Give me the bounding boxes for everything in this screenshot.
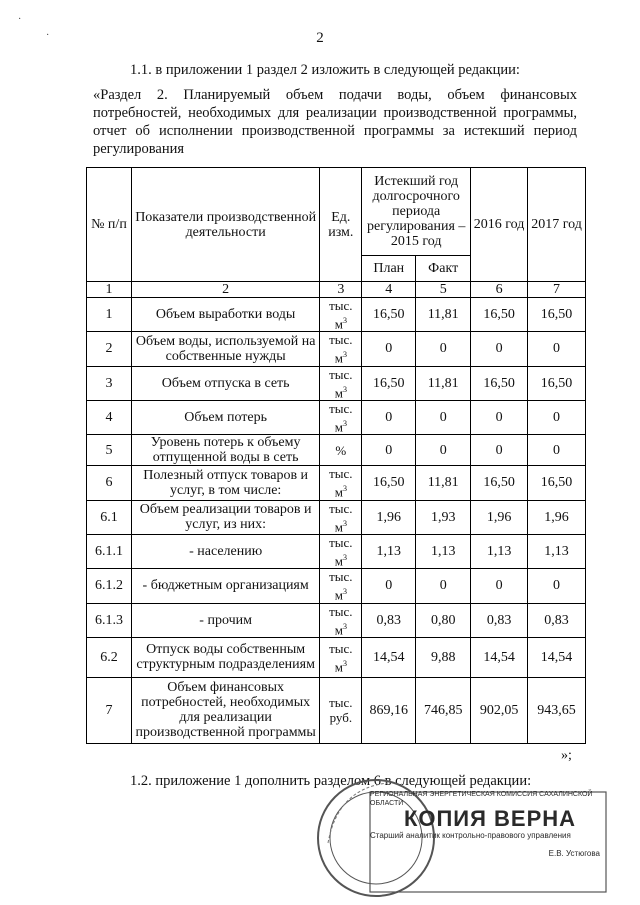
table-row <box>87 332 586 366</box>
intro-paragraph: 1.1. в приложении 1 раздел 2 изложить в следующей редакции: <box>130 62 520 78</box>
col-number: 5 <box>416 282 471 298</box>
plan-value: 0,83 <box>362 603 416 637</box>
fact-value: 11,81 <box>416 466 471 500</box>
table-row <box>87 366 586 400</box>
unit-cell <box>320 332 362 366</box>
col-number: 4 <box>362 282 416 298</box>
unit-cell <box>320 603 362 637</box>
fact-value: 0,80 <box>416 603 471 637</box>
row-number: 6 <box>87 466 132 500</box>
value-2016: 16,50 <box>471 298 528 332</box>
value-2016: 1,96 <box>471 500 528 534</box>
unit-text: тыс. м <box>329 366 353 400</box>
header-plan: План <box>362 256 416 282</box>
unit-text: тыс. м <box>329 500 353 534</box>
fact-value: 11,81 <box>416 298 471 332</box>
indicator-name: Объем воды, используемой на собственные нужды <box>131 332 319 366</box>
table-row <box>87 569 586 603</box>
unit-exponent: 3 <box>342 587 347 597</box>
unit-text: тыс. м <box>329 569 353 603</box>
col-number: 3 <box>320 282 362 298</box>
fact-value: 9,88 <box>416 637 471 677</box>
unit-text: тыс. м <box>329 534 353 569</box>
col-number: 7 <box>528 282 586 298</box>
unit-exponent: 3 <box>342 484 347 494</box>
value-2017: 1,96 <box>528 500 586 534</box>
value-2016: 16,50 <box>471 466 528 500</box>
header-num: № п/п <box>87 168 132 282</box>
value-2016: 902,05 <box>471 677 528 743</box>
unit-cell <box>320 400 362 434</box>
certification-stamp <box>370 790 610 858</box>
unit-text: тыс. м <box>329 400 353 435</box>
value-2017: 14,54 <box>528 637 586 677</box>
value-2016: 0 <box>471 332 528 366</box>
plan-value: 16,50 <box>362 298 416 332</box>
unit-cell: % <box>320 435 362 466</box>
indicator-name: Объем отпуска в сеть <box>131 366 319 400</box>
fact-value: 11,81 <box>416 366 471 400</box>
unit-cell <box>320 637 362 677</box>
indicator-name: Объем потерь <box>131 400 319 434</box>
table-row <box>87 500 586 534</box>
value-2017: 0 <box>528 332 586 366</box>
row-number: 2 <box>87 332 132 366</box>
header-unit: Ед. изм. <box>320 168 362 282</box>
unit-cell <box>320 466 362 500</box>
table-row <box>87 534 586 568</box>
value-2017: 0 <box>528 435 586 466</box>
row-number: 6.1.3 <box>87 603 132 637</box>
row-number: 6.1.2 <box>87 569 132 603</box>
indicator-name: Уровень потерь к объему отпущенной воды в сеть <box>131 435 319 466</box>
row-number: 5 <box>87 435 132 466</box>
header-period: Истекший год долгосрочного периода регулирования – 2015 год <box>362 168 471 256</box>
fact-value: 746,85 <box>416 677 471 743</box>
col-number: 2 <box>131 282 319 298</box>
closing-quote: »; <box>561 748 572 763</box>
page-number: 2 <box>316 30 324 46</box>
unit-text: тыс. м <box>329 603 353 637</box>
plan-value: 0 <box>362 435 416 466</box>
row-number: 6.2 <box>87 637 132 677</box>
plan-value: 0 <box>362 569 416 603</box>
unit-cell <box>320 366 362 400</box>
unit-cell <box>320 298 362 332</box>
scan-speck: · <box>18 14 22 25</box>
indicator-name: - населению <box>131 534 319 568</box>
col-number: 6 <box>471 282 528 298</box>
stamp-title: КОПИЯ ВЕРНА <box>403 806 577 831</box>
unit-exponent: 3 <box>342 350 347 360</box>
header-2017: 2017 год <box>528 168 586 282</box>
stamp-organization: РЕГИОНАЛЬНАЯ ЭНЕРГЕТИЧЕСКАЯ КОМИССИЯ САХАЛИНСКОЙ ОБЛАСТИ <box>370 791 593 807</box>
unit-exponent: 3 <box>342 518 347 528</box>
indicator-name: Полезный отпуск товаров и услуг, в том числе: <box>131 466 319 500</box>
row-number: 6.1.1 <box>87 534 132 568</box>
plan-value: 0 <box>362 332 416 366</box>
table-row <box>87 637 586 677</box>
header-2016: 2016 год <box>471 168 528 282</box>
unit-text: тыс. м <box>329 332 353 366</box>
plan-value: 14,54 <box>362 637 416 677</box>
fact-value: 1,13 <box>416 534 471 568</box>
row-number: 1 <box>87 298 132 332</box>
value-2017: 16,50 <box>528 298 586 332</box>
value-2017: 16,50 <box>528 366 586 400</box>
value-2016: 1,13 <box>471 534 528 568</box>
unit-text: тыс. м <box>329 640 353 675</box>
indicator-name: Объем реализации товаров и услуг, из них: <box>131 500 319 534</box>
unit-exponent: 3 <box>342 316 347 325</box>
fact-value: 0 <box>416 435 471 466</box>
value-2016: 0 <box>471 435 528 466</box>
value-2017: 943,65 <box>528 677 586 743</box>
unit-cell <box>320 500 362 534</box>
table-row <box>87 466 586 500</box>
fact-value: 0 <box>416 400 471 434</box>
unit-exponent: 3 <box>342 418 347 428</box>
value-2016: 14,54 <box>471 637 528 677</box>
row-number: 6.1 <box>87 500 132 534</box>
indicator-name: - прочим <box>131 603 319 637</box>
unit-exponent: 3 <box>342 552 347 562</box>
header-fact: Факт <box>416 256 471 282</box>
plan-value: 0 <box>362 400 416 434</box>
table-row <box>87 677 586 743</box>
plan-value: 16,50 <box>362 466 416 500</box>
unit-exponent: 3 <box>342 658 347 668</box>
table-row <box>87 298 586 332</box>
value-2016: 16,50 <box>471 366 528 400</box>
value-2016: 0 <box>471 569 528 603</box>
value-2016: 0,83 <box>471 603 528 637</box>
unit-text: тыс. м <box>329 466 353 500</box>
row-number: 4 <box>87 400 132 434</box>
table-row <box>87 400 586 434</box>
unit-exponent: 3 <box>342 621 347 631</box>
plan-value: 1,96 <box>362 500 416 534</box>
header-indicator: Показатели производственной деятельности <box>131 168 319 282</box>
fact-value: 0 <box>416 332 471 366</box>
column-number-row <box>87 282 586 298</box>
unit-text: тыс. м <box>329 298 353 332</box>
plan-value: 16,50 <box>362 366 416 400</box>
value-2017: 0 <box>528 569 586 603</box>
indicator-name: Объем выработки воды <box>131 298 319 332</box>
table-row <box>87 435 586 466</box>
scan-speck: · <box>46 30 50 41</box>
next-item-paragraph: 1.2. приложение 1 дополнить разделом 6 в следующей редакции: <box>130 773 532 789</box>
plan-value: 869,16 <box>362 677 416 743</box>
row-number: 7 <box>87 677 132 743</box>
unit-exponent: 3 <box>342 384 347 394</box>
plan-value: 1,13 <box>362 534 416 568</box>
unit-cell <box>320 534 362 568</box>
production-program-table <box>86 167 586 744</box>
unit-cell: тыс. руб. <box>320 677 362 743</box>
table-row <box>87 603 586 637</box>
value-2016: 0 <box>471 400 528 434</box>
value-2017: 0,83 <box>528 603 586 637</box>
col-number: 1 <box>87 282 132 298</box>
stamp-position: Старший аналитик контрольно-правового управления <box>370 831 571 840</box>
fact-value: 0 <box>416 569 471 603</box>
value-2017: 1,13 <box>528 534 586 568</box>
indicator-name: - бюджетным организациям <box>131 569 319 603</box>
unit-cell <box>320 569 362 603</box>
row-number: 3 <box>87 366 132 400</box>
stamp-signer: Е.В. Устюгова <box>548 849 600 858</box>
fact-value: 1,93 <box>416 500 471 534</box>
indicator-name: Объем финансовых потребностей, необходимых для реализации производственной программы <box>131 677 319 743</box>
value-2017: 16,50 <box>528 466 586 500</box>
section-heading-text: «Раздел 2. Планируемый объем подачи воды, объем финансовых потребностей, необходимых для реализации производственной программы, отчет об исполнении производственной программы за истекший период регулирования <box>93 87 577 157</box>
value-2017: 0 <box>528 400 586 434</box>
indicator-name: Отпуск воды собственным структурным подразделениям <box>131 637 319 677</box>
